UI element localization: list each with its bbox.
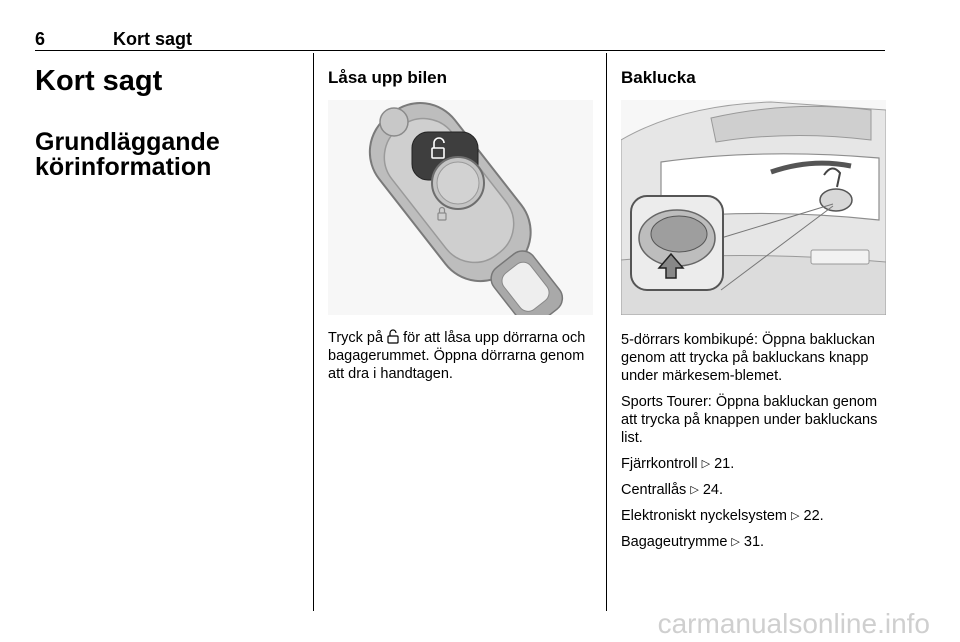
- cross-reference: [621, 481, 886, 499]
- xref-page[interactable]: 21.: [714, 456, 735, 472]
- cross-reference: [621, 507, 886, 525]
- xref-label: Bagageutrymme: [621, 534, 728, 550]
- column-3: [621, 60, 886, 559]
- chapter-title: Kort sagt: [35, 65, 163, 97]
- chevron-right-icon: ▷: [690, 484, 699, 496]
- page-number: 6: [35, 29, 46, 49]
- tailgate-image: [621, 100, 886, 315]
- xref-page[interactable]: 22.: [803, 508, 824, 524]
- unlock-icon: [387, 329, 399, 344]
- tailgate-illustration: [621, 100, 886, 315]
- tailgate-paragraph-2: Sports Tourer: Öppna bakluckan genom att trycka på knappen under bakluckans list.: [621, 394, 878, 446]
- key-fob-image: [328, 100, 593, 315]
- watermark: carmanualsonline.info: [657, 608, 930, 639]
- unlock-text-suffix: för att låsa upp dörrarna och bagagerummet. Öppna dörrarna genom att dra i handtagen.: [328, 330, 586, 382]
- column-1: [35, 60, 300, 180]
- unlock-paragraph: [328, 329, 593, 383]
- column-2: [328, 60, 593, 391]
- key-fob-illustration: [328, 100, 593, 315]
- xref-label: Centrallås: [621, 482, 687, 498]
- xref-page[interactable]: 24.: [702, 482, 723, 498]
- tailgate-paragraph-1: 5-dörrars kombikupé: Öppna bakluckan genom att trycka på bakluckans knapp under märkesem-blemet.: [621, 332, 875, 384]
- chevron-right-icon: ▷: [701, 458, 711, 470]
- page-header: [35, 28, 885, 51]
- section-heading: Baklucka: [621, 68, 696, 87]
- xref-page[interactable]: 31.: [743, 534, 765, 550]
- cross-reference: [621, 455, 886, 473]
- section-heading: Låsa upp bilen: [328, 68, 448, 87]
- column-divider: [313, 53, 314, 611]
- cross-reference: [621, 533, 886, 551]
- xref-label: Fjärrkontroll: [621, 456, 698, 472]
- section-title: Grundläggande körinformation: [35, 128, 220, 181]
- chevron-right-icon: ▷: [791, 510, 800, 522]
- unlock-text-prefix: Tryck på: [328, 330, 384, 346]
- column-divider: [606, 53, 607, 611]
- xref-label: Elektroniskt nyckelsystem: [621, 508, 787, 524]
- running-title: Kort sagt: [113, 29, 193, 49]
- chevron-right-icon: ▷: [731, 536, 740, 548]
